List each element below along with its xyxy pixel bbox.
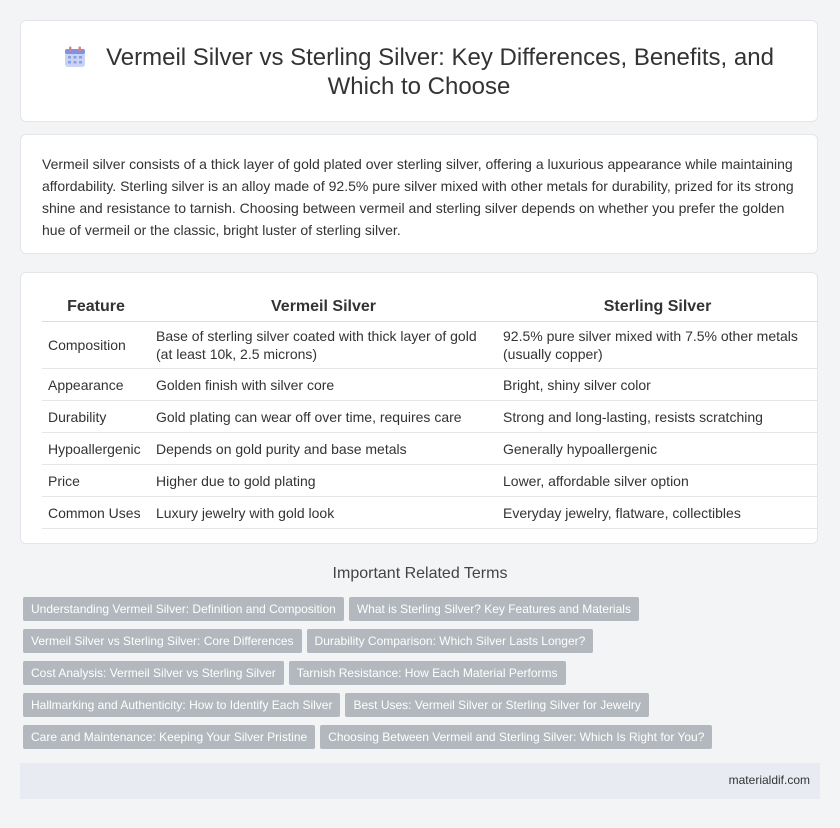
feature-cell: Price bbox=[42, 465, 150, 497]
related-term-link[interactable]: Tarnish Resistance: How Each Material Performs bbox=[289, 661, 566, 685]
related-term-link[interactable]: Hallmarking and Authenticity: How to Identify Each Silver bbox=[23, 693, 340, 717]
vermeil-cell: Higher due to gold plating bbox=[150, 465, 497, 497]
table-header-row bbox=[42, 293, 818, 322]
footer-site-link[interactable]: materialdif.com bbox=[728, 773, 810, 787]
vermeil-cell: Depends on gold purity and base metals bbox=[150, 433, 497, 465]
feature-cell: Hypoallergenic bbox=[42, 433, 150, 465]
sterling-cell: Generally hypoallergenic bbox=[497, 433, 818, 465]
table-row bbox=[42, 322, 818, 369]
page-title bbox=[21, 43, 817, 101]
table-row bbox=[42, 433, 818, 465]
title-line-1: Vermeil Silver vs Sterling Silver: Key Differences, Benefits, and bbox=[106, 44, 774, 71]
feature-cell: Appearance bbox=[42, 369, 150, 401]
related-term-link[interactable]: Durability Comparison: Which Silver Lasts Longer? bbox=[307, 629, 594, 653]
intro-card bbox=[20, 134, 818, 254]
related-term-link[interactable]: Vermeil Silver vs Sterling Silver: Core Differences bbox=[23, 629, 302, 653]
related-term-link[interactable]: Understanding Vermeil Silver: Definition and Composition bbox=[23, 597, 344, 621]
vermeil-cell: Golden finish with silver core bbox=[150, 369, 497, 401]
calendar-icon bbox=[64, 46, 86, 68]
related-terms-title: Important Related Terms bbox=[332, 565, 508, 582]
related-term-link[interactable]: What is Sterling Silver? Key Features and Materials bbox=[349, 597, 639, 621]
intro-paragraph: Vermeil silver consists of a thick layer of gold plated over sterling silver, offering a luxurious appearance while maintaining affordability. Sterling silver is an alloy made of 92.5% pure silver mixed with other metals for durability, prized for its strong shine and resistance to tarnish. Choosing between vermeil and sterling silver depends on whether you prefer the golden hue of vermeil or the classic, bright luster of sterling silver. bbox=[42, 156, 794, 238]
related-term-link[interactable]: Best Uses: Vermeil Silver or Sterling Silver for Jewelry bbox=[345, 693, 648, 717]
comparison-card bbox=[20, 272, 818, 544]
sterling-cell: 92.5% pure silver mixed with 7.5% other metals (usually copper) bbox=[497, 322, 818, 369]
header-vermeil: Vermeil Silver bbox=[150, 293, 497, 322]
title-card bbox=[20, 20, 818, 122]
feature-cell: Common Uses bbox=[42, 497, 150, 529]
table-row bbox=[42, 465, 818, 497]
header-sterling: Sterling Silver bbox=[497, 293, 818, 322]
feature-cell: Composition bbox=[42, 322, 150, 369]
vermeil-cell: Base of sterling silver coated with thick layer of gold (at least 10k, 2.5 microns) bbox=[150, 322, 497, 369]
sterling-cell: Everyday jewelry, flatware, collectibles bbox=[497, 497, 818, 529]
sterling-cell: Strong and long-lasting, resists scratching bbox=[497, 401, 818, 433]
related-term-link[interactable]: Care and Maintenance: Keeping Your Silver Pristine bbox=[23, 725, 315, 749]
table-row bbox=[42, 369, 818, 401]
footer bbox=[20, 763, 820, 799]
vermeil-cell: Gold plating can wear off over time, requires care bbox=[150, 401, 497, 433]
related-term-link[interactable]: Cost Analysis: Vermeil Silver vs Sterling Silver bbox=[23, 661, 284, 685]
related-terms-list bbox=[23, 597, 823, 757]
sterling-cell: Lower, affordable silver option bbox=[497, 465, 818, 497]
title-line-2: Which to Choose bbox=[327, 73, 511, 100]
comparison-table bbox=[42, 293, 818, 529]
sterling-cell: Bright, shiny silver color bbox=[497, 369, 818, 401]
table-row bbox=[42, 401, 818, 433]
related-term-link[interactable]: Choosing Between Vermeil and Sterling Silver: Which Is Right for You? bbox=[320, 725, 712, 749]
vermeil-cell: Luxury jewelry with gold look bbox=[150, 497, 497, 529]
table-row bbox=[42, 497, 818, 529]
feature-cell: Durability bbox=[42, 401, 150, 433]
header-feature: Feature bbox=[42, 293, 150, 322]
